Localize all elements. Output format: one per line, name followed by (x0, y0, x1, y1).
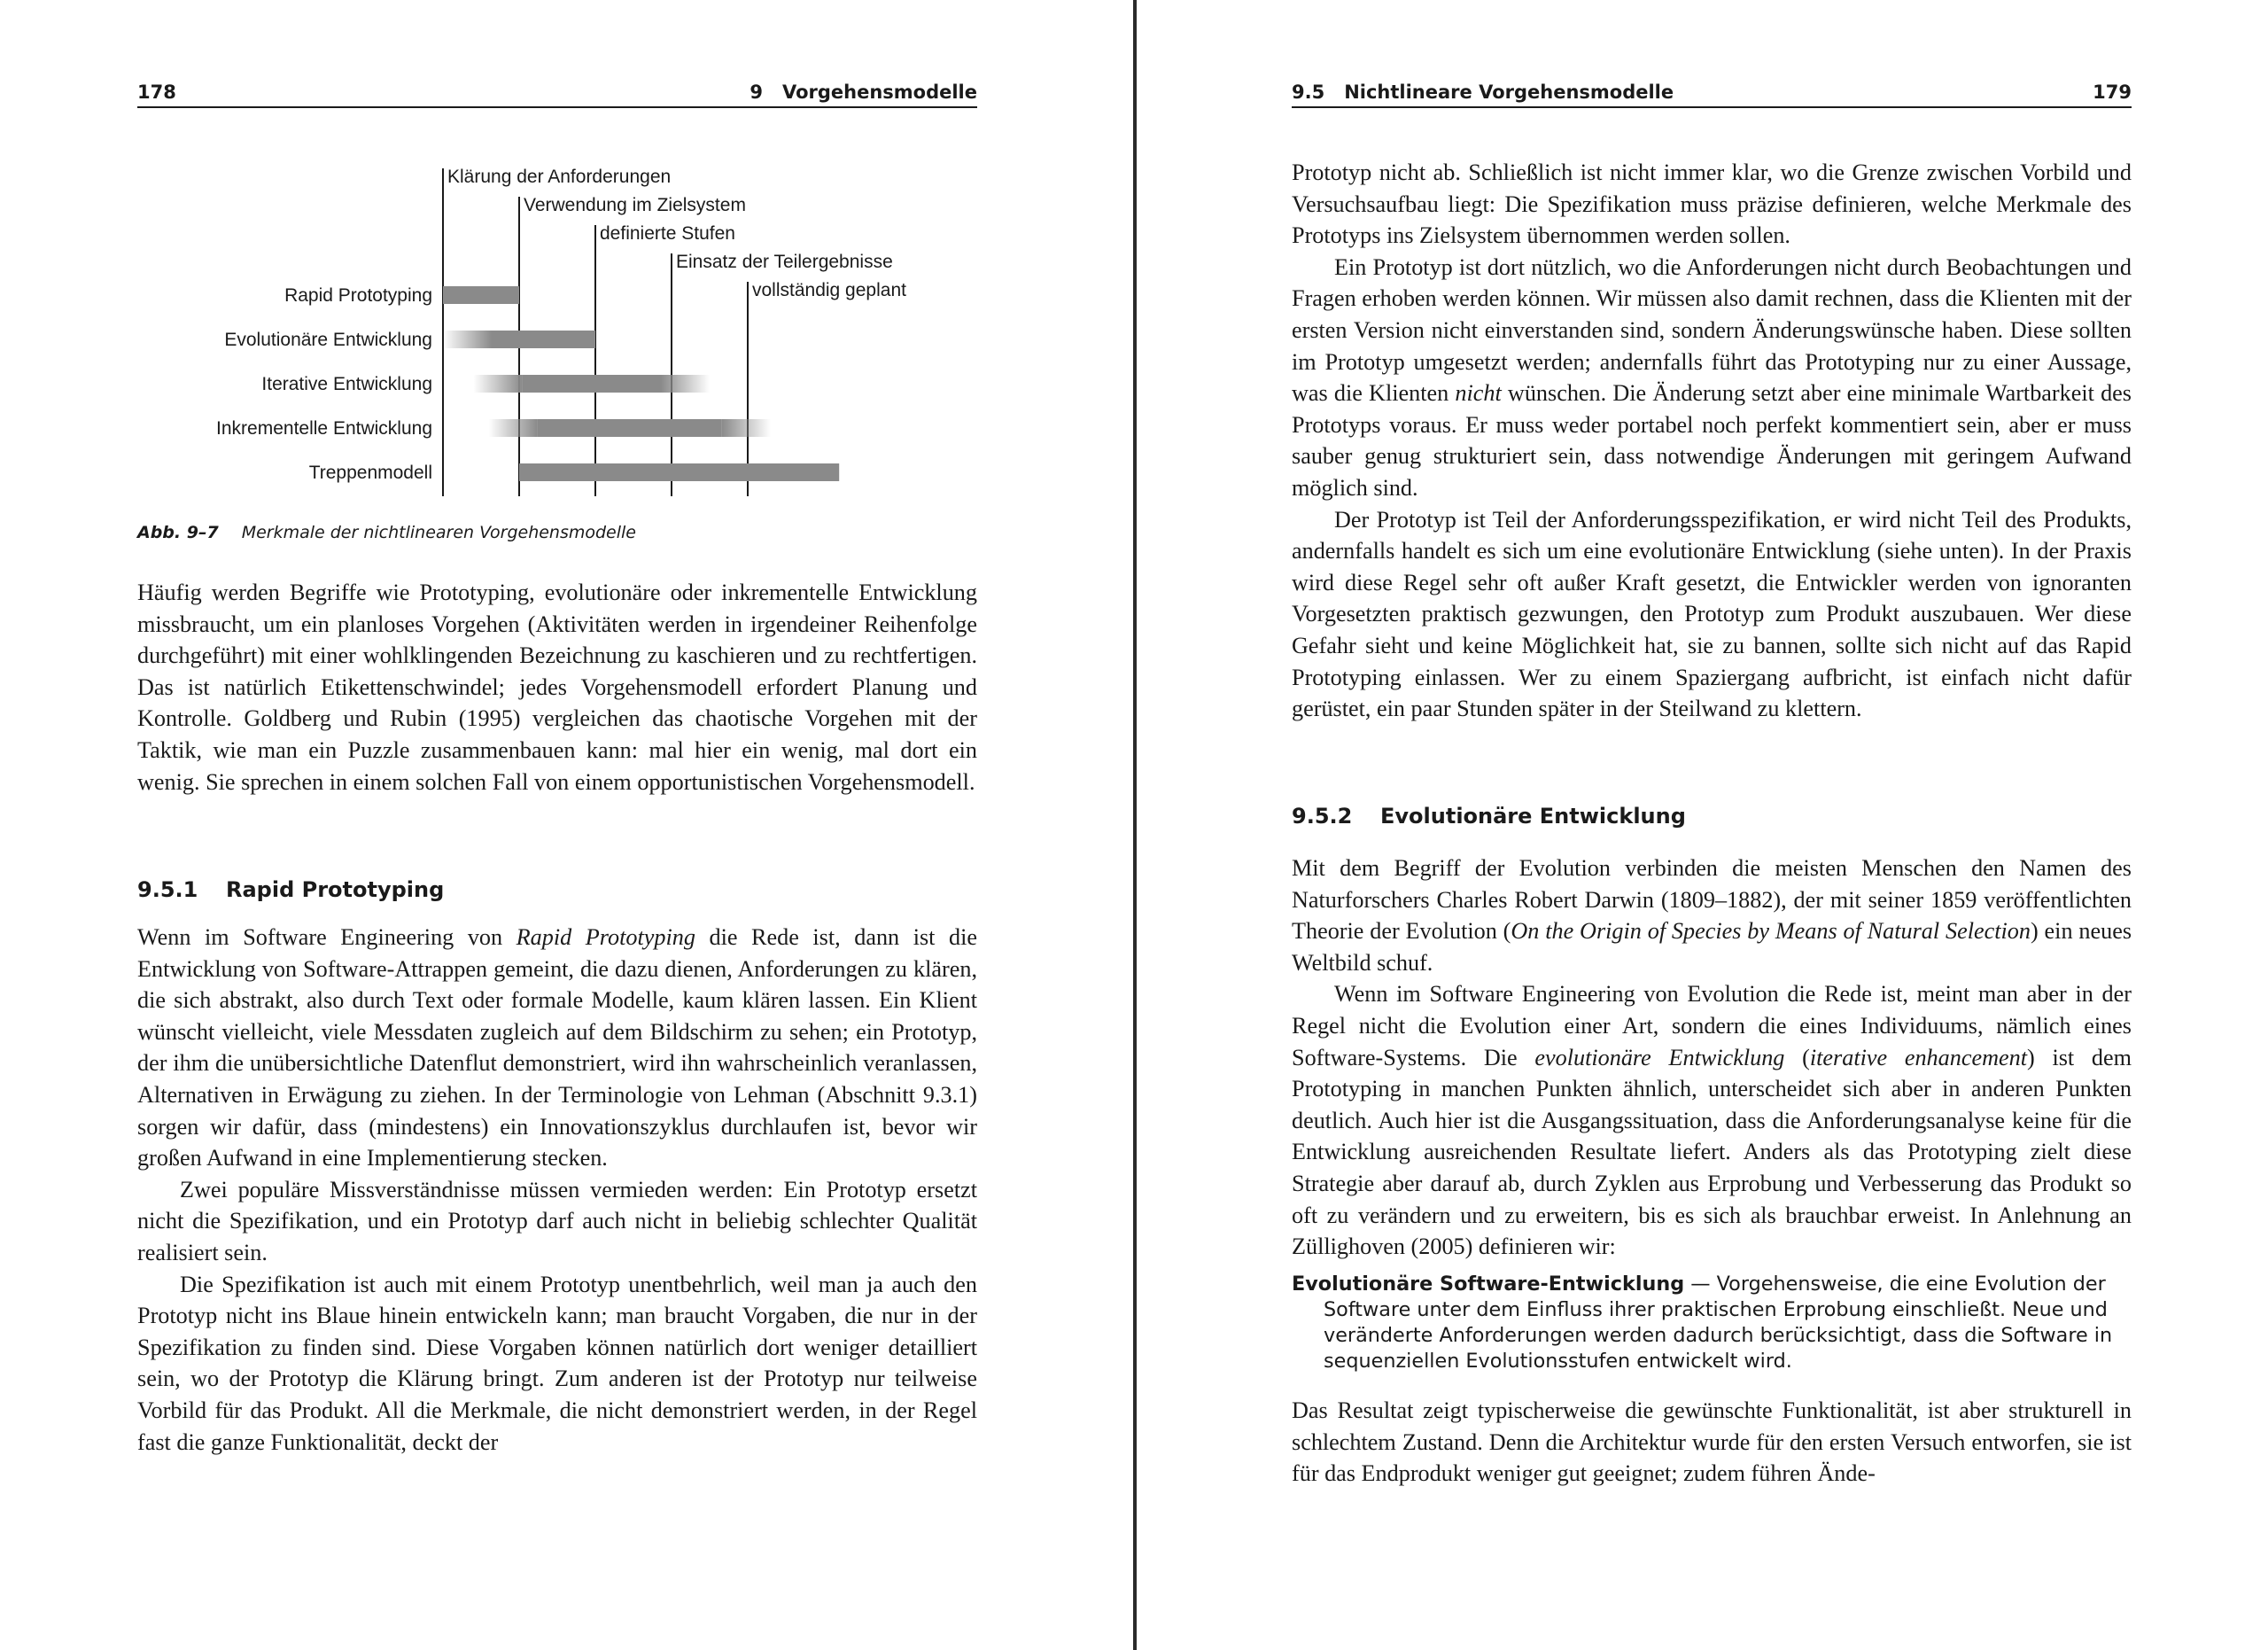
bar-core (443, 286, 519, 304)
emphasis-title: On the Origin of Species by Means of Natural Selection (1511, 918, 2031, 945)
definition-text: — Vorgehensweise, die eine Evolution der Software unter dem Einfluss ihrer praktischen Erprobung einschließt. Neue und veränderte Anforderungen werden dadurch berücksichtigt, dass die Software in sequenziellen Evolutionsstufen entwickelt wird. (1324, 1273, 2113, 1373)
right-running-header (1292, 78, 2132, 108)
bar-fade-out (722, 419, 771, 437)
milestone-label: Verwendung im Zielsystem (524, 195, 746, 215)
left-page (0, 0, 1133, 1650)
chapter-number: 9 (750, 82, 763, 103)
section-heading-9-5-1 (137, 875, 977, 905)
right-page-number: 179 (2093, 82, 2132, 103)
paragraph: Häufig werden Begriffe wie Prototyping, evolutionäre oder inkrementelle Entwicklung missbraucht, um ein planloses Vorgehen (Aktivitäten werden in irgendeiner Reihenfolge durchgeführt) mit einer wohlklingenden Bezeichnung zu kaschieren und zu rechtfertigen. Das ist natürlich Etikettenschwindel; jedes Vorgehensmodell erfordert Planung und Kontrolle. Goldberg und Rubin (1995) vergleichen das chaotische Vorgehen mit der Taktik, wie man ein Puzzle zusammenbauen kann: mal hier ein wenig, mal dort ein wenig. Sie sprechen in einem solchen Fall von einem opportunistischen Vorgehensmodell. (137, 580, 977, 795)
row-label: Rapid Prototyping (284, 285, 432, 306)
section-ref-title: Nichtlineare Vorgehensmodelle (1344, 82, 1674, 103)
row-bar (443, 286, 519, 304)
emphasis-term: evolutionäre Entwicklung (1534, 1044, 1785, 1070)
paragraph: Das Resultat zeigt typischerweise die gewünschte Funktionalität, ist aber strukturell in schlechtem Zustand. Denn die Architektur wurde für den ersten Versuch entworfen, sie ist für das Endprodukt weniger gut geeignet; zudem führen Ände- (1292, 1397, 2132, 1487)
paragraph-text: Ein Prototyp ist dort nützlich, wo die Anforderungen nicht durch Beobachtungen und Fragen erhoben werden können. Wir müssen also damit rechnen, dass die Klienten mit der ersten Version nicht einverstanden sind, sondern Änderungswünsche haben. Diese sollten im Prototyp umgesetzt werden; andernfalls führt das Prototyping nur zu einer Aussage, was die Klienten (1292, 253, 2132, 407)
bar-core (492, 331, 595, 348)
figure-caption (137, 523, 977, 542)
emphasis-term: nicht (1455, 380, 1502, 407)
chapter-heading (750, 82, 977, 103)
paragraph-text: ( (1784, 1044, 1810, 1070)
bar-fade-in (473, 375, 522, 393)
bar-fade-in (489, 419, 538, 437)
paragraph-text: wünschen. Die Änderung setzt aber eine minimale Wartbarkeit des Prototyps voraus. Er muss weder portabel noch perfekt kommentiert sein, aber er muss sauber genug strukturiert sein, dass notwendige Änderungen mit geringem Aufwand möglich sind. (1292, 380, 2132, 501)
left-body-lower (137, 922, 977, 1458)
section-number: 9.5.2 (1292, 804, 1353, 829)
caption-label: Abb. 9–7 (137, 523, 219, 542)
section-heading-9-5-2 (1292, 801, 2132, 831)
paragraph: Der Prototyp ist Teil der Anforderungsspezifikation, er wird nicht Teil des Produkts, andernfalls handelt es sich um eine evolutionäre Entwicklung (siehe unten). In der Praxis wird diese Regel sehr oft außer Kraft gesetzt, die Entwickler werden von ignoranten Vorgesetzten praktisch gezwungen, den Prototyp zum Produkt auszubauen. Wer diese Gefahr sieht und keine Möglichkeit hat, sie zu bannen, sollte sich nicht auf das Rapid Prototyping einlassen. Wer zu einem Spaziergang aufbricht, ist einfach nicht dafür gerüstet, ein paar Stunden später in der Steilwand zu klettern. (1292, 506, 2132, 722)
left-body-upper (137, 577, 977, 798)
paragraph (1292, 978, 2132, 1262)
paragraph (1292, 252, 2132, 504)
section-title: Rapid Prototyping (226, 877, 445, 902)
bar-core (519, 463, 839, 481)
emphasis-term: Rapid Prototyping (516, 924, 695, 950)
right-page (1137, 0, 2268, 1650)
caption-text: Merkmale der nichtlinearen Vorgehensmodelle (241, 523, 636, 542)
bar-core (522, 375, 661, 393)
row-bar (473, 375, 710, 393)
bar-fade-in (443, 331, 492, 348)
row-label: Treppenmodell (308, 463, 432, 483)
milestone-label: vollständig geplant (752, 280, 906, 300)
milestone-label: Klärung der Anforderungen (447, 167, 672, 187)
paragraph: Zwei populäre Missverständnisse müssen vermieden werden: Ein Prototyp ersetzt nicht die Spezifikation, und ein Prototyp darf auch nicht in beliebig schlechter Qualität realisiert sein. (137, 1176, 977, 1265)
section-ref-number: 9.5 (1292, 82, 1325, 103)
row-bar (519, 463, 839, 481)
definition (1292, 1272, 2132, 1374)
section-reference (1292, 82, 1674, 103)
paragraph-text: Wenn im Software Engineering von (137, 924, 517, 950)
chapter-title: Vorgehensmodelle (781, 82, 977, 103)
section-title: Evolutionäre Entwicklung (1380, 804, 1686, 829)
left-running-header (137, 78, 977, 108)
right-body-lower (1292, 1395, 2132, 1490)
row-label: Inkrementelle Entwicklung (216, 418, 432, 439)
section-number: 9.5.1 (137, 877, 198, 902)
row-bar (443, 331, 595, 348)
figure-9-7 (137, 160, 977, 514)
right-body-middle (1292, 852, 2132, 1263)
row-label: Evolutionäre Entwicklung (224, 330, 432, 350)
paragraph (137, 922, 977, 1174)
paragraph (1292, 852, 2132, 978)
milestone-label: Einsatz der Teilergebnisse (676, 252, 893, 272)
bar-core (538, 419, 722, 437)
paragraph-text: Wenn im Software Engineering von Evolution die Rede ist, meint man aber in der Regel nicht die Evolution einer Art, sondern die eines Individuums, nämlich eines Software-Systems. Die (1292, 981, 2132, 1070)
milestone-label: definierte Stufen (600, 223, 735, 244)
row-bar (489, 419, 771, 437)
paragraph-text: die Rede ist, dann ist die Entwicklung von Software-Attrappen gemeint, die dazu dienen, Anforderungen zu klären, die sich abstrakt, also durch Text oder formale Modelle, kaum klären lassen. Ein Klient wünscht vielleicht, viele Messdaten zugleich auf dem Bildschirm zu sehen; ein Prototyp, der ihm die unübersichtliche Datenflut demonstriert, wird ihn wahrscheinlich veranlassen, Alternativen in Erwägung zu ziehen. In der Terminologie von Lehman (Abschnitt 9.3.1) sorgen wir dafür, dass (mindestens) ein Innovationszyklus durchlaufen ist, bevor wir großen Aufwand in eine Implementierung stecken. (137, 924, 977, 1171)
paragraph-text: ) ist dem Prototyping in manchen Punkten ähnlich, unterscheidet sich aber in anderen Punkten deutlich. Auch hier ist die Ausgangssituation, dass die Anforderungsanalyse keine für die Entwicklung ausreichenden Resultate liefert. Anders als das Prototyping zielt diese Strategie aber darauf ab, durch Zyklen aus Erprobung und Verbesserung das Produkt so oft zu verändern und zu erweitern, bis es sich als brauchbar erweist. In Anlehnung an Züllighoven (2005) definieren wir: (1292, 1044, 2132, 1260)
emphasis-term: iterative enhancement (1809, 1044, 2027, 1070)
paragraph-text: ) ein neues Weltbild schuf. (1292, 918, 2132, 976)
paragraph: Prototyp nicht ab. Schließlich ist nicht immer klar, wo die Grenze zwischen Vorbild und Versuchsaufbau liegt: Die Spezifikation muss präzise definieren, welche Merkmale des Prototyps ins Zielsystem übernommen werden sollen. (1292, 160, 2132, 249)
definition-block (1292, 1272, 2132, 1374)
row-label: Iterative Entwicklung (261, 374, 432, 394)
bar-fade-out (661, 375, 710, 393)
left-page-number: 178 (137, 82, 176, 103)
figure-diagram (137, 160, 977, 514)
paragraph: Die Spezifikation ist auch mit einem Prototyp unentbehrlich, weil man ja auch den Prototyp nicht ins Blaue hinein entwickeln kann; man braucht Vorgaben, die nur in der Spezifikation zu finden sind. Diese Vorgaben können natürlich dort weniger detailliert sein, wo der Prototyp die Klärung bringt. Zum anderen ist der Prototyp nur teilweise Vorbild für das Produkt. All die Merkmale, die nicht demonstriert werden, in der Regel fast die ganze Funktionalität, deckt der (137, 1271, 977, 1455)
paragraph-text: Mit dem Begriff der Evolution verbinden die meisten Menschen den Namen des Naturforschers Charles Robert Darwin (1809–1882), der mit seiner 1859 veröffentlichten Theorie der Evolution ( (1292, 855, 2132, 945)
right-body-upper (1292, 157, 2132, 725)
definition-term: Evolutionäre Software-Entwicklung (1292, 1273, 1685, 1296)
